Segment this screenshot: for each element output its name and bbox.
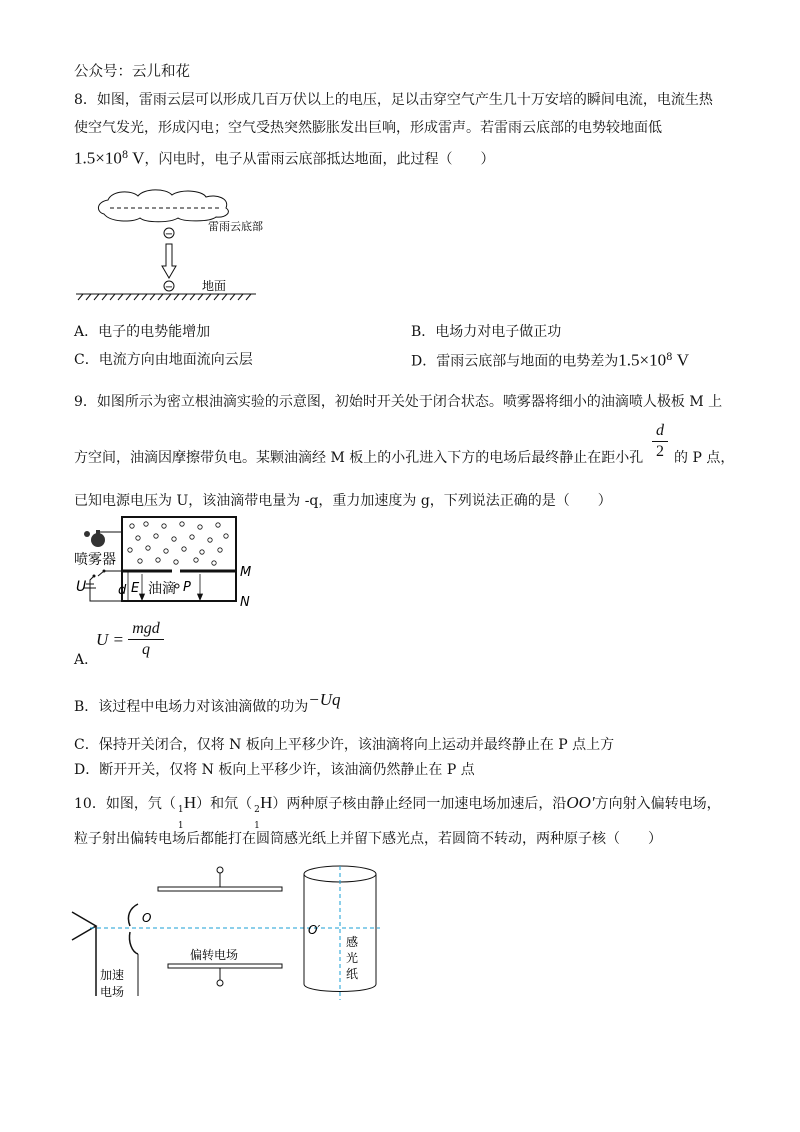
- sprayer-icon: [84, 530, 122, 547]
- q10-protium-symbol: H: [183, 793, 197, 812]
- q9-option-a-num: mgd: [132, 620, 160, 637]
- deflect-plate-bottom: [168, 964, 282, 986]
- q8-lightning-figure: [74, 186, 274, 302]
- q8-option-d-unit: V: [672, 350, 689, 370]
- q8-voltage-exp: 8: [121, 150, 129, 161]
- o-prime-symbol: O′: [308, 923, 321, 937]
- deflect-field-label: 偏转电场: [190, 948, 239, 962]
- field-symbol: E: [131, 581, 140, 596]
- q8-option-d: [411, 348, 689, 372]
- deflect-plate-top: [158, 867, 282, 891]
- q10-line1: 10．如图，氕（ 1 1 H）和氘（ 2 1 H）两种原子核由静止经同一加速电场加速后，沿OO′方向射入偏转电场，: [74, 793, 721, 831]
- q9-line2-a: 方空间，油滴因摩擦带负电。某颗油滴经 M 板上的小孔进入下方的电场后最终静止在距小孔: [74, 450, 644, 466]
- d-symbol: d: [118, 583, 127, 598]
- source-header: 公众号：云儿和花: [74, 64, 190, 80]
- q8-voltage-unit: V: [128, 148, 145, 168]
- q9-option-b: [74, 690, 341, 717]
- q8-option-c: C．电流方向由地面流向云层: [74, 352, 253, 368]
- down-arrow-icon: [162, 244, 176, 278]
- svg-text:−: −: [164, 282, 174, 293]
- cloud-bottom-label: 雷雨云底部: [208, 220, 263, 233]
- o-symbol: O: [142, 911, 152, 925]
- q10-line1-b: ）和氘（: [196, 796, 253, 812]
- q8-voltage-mantissa: 1.5×10: [74, 148, 122, 168]
- q9-line1: 9．如图所示为密立根油滴实验的示意图，初始时开关处于闭合状态。喷雾器将细小的油滴喷人极板 M 上: [74, 394, 723, 410]
- paper-char-1: 感: [346, 935, 359, 949]
- q8-option-a: A．电子的电势能增加: [74, 324, 211, 340]
- accel-plate-left: [72, 912, 96, 996]
- q10-deuterium-symbol: H: [260, 793, 273, 812]
- q9-millikan-figure: [72, 514, 272, 610]
- oil-droplets: [128, 522, 228, 565]
- q10-line1-a: 10．如图，氕（: [74, 796, 176, 812]
- q9-option-b-text: B．该过程中电场力对该油滴做的功为: [74, 699, 309, 715]
- q9-line3: 已知电源电压为 U，该油滴带电量为 -q，重力加速度为 g，下列说法正确的是（ ）: [74, 493, 612, 509]
- q9-frac-den: 2: [656, 443, 664, 460]
- q9-option-d: D．断开开关，仅将 N 板向上平移少许，该油滴仍然静止在 P 点: [74, 762, 475, 778]
- q10-oo-prime: OO′: [566, 793, 595, 812]
- m-symbol: M: [240, 565, 252, 580]
- accel-field-label-1: 加速: [100, 968, 125, 982]
- q8-option-d-text: D．雷雨云底部与地面的电势差为: [411, 353, 619, 370]
- q10-line2: 粒子射出偏转电场后都能打在圆筒感光纸上并留下感光点，若圆筒不转动，两种原子核（ ）: [74, 831, 662, 847]
- ground-line: [76, 294, 256, 300]
- accel-plate-right: [128, 904, 138, 996]
- q9-option-a-den: q: [142, 641, 150, 658]
- voltage-symbol: U: [76, 579, 87, 595]
- q9-option-a-lhs: U =: [96, 630, 124, 649]
- q8-line1: 8．如图，雷雨云层可以形成几百万伏以上的电压，足以击穿空气产生几十万安培的瞬间电流，电流生热: [74, 92, 713, 108]
- q10-line1-c: ）两种原子核由静止经同一加速电场加速后，沿: [272, 796, 567, 812]
- electron-top: [164, 228, 174, 240]
- paper-char-2: 光: [346, 951, 359, 965]
- accel-field-label-2: 电场: [100, 985, 125, 999]
- oil-drop-label: 油滴: [148, 581, 176, 597]
- q9-option-b-math: −Uq: [308, 690, 341, 709]
- q9-option-c: C．保持开关闭合，仅将 N 板向上平移少许，该油滴将向上运动并最终静止在 P 点上方: [74, 737, 615, 753]
- q8-option-d-exp: 8: [666, 352, 673, 363]
- ground-label: 地面: [202, 279, 227, 293]
- p-symbol: P: [183, 580, 191, 595]
- q10-line1-d: 方向射入偏转电场，: [594, 796, 721, 812]
- q9-option-a-label: A．: [74, 652, 99, 668]
- q8-line3: [74, 146, 494, 170]
- svg-text:−: −: [164, 229, 174, 240]
- q9-frac-num: d: [656, 422, 664, 439]
- cloud-shape: [98, 190, 228, 222]
- q9-line2-b: 的 P 点，: [674, 450, 735, 466]
- paper-char-3: 纸: [346, 967, 359, 981]
- q8-option-d-mantissa: 1.5×10: [618, 350, 667, 370]
- circuit-wires: [84, 571, 122, 601]
- switch-icon: [93, 570, 106, 578]
- n-symbol: N: [240, 595, 250, 610]
- q9-d-over-2-fraction: [652, 422, 668, 461]
- q10-deflection-figure: [70, 862, 390, 1002]
- q8-option-b: B．电场力对电子做正功: [411, 324, 562, 340]
- electron-bottom: [164, 281, 174, 293]
- q8-line3-text: ，闪电时，电子从雷雨云底部抵达地面，此过程（ ）: [144, 151, 495, 168]
- sprayer-label: 喷雾器: [74, 552, 116, 568]
- q8-line2: 使空气发光，形成闪电；空气受热突然膨胀发出巨响，形成雷声。若雷雨云底部的电势较地面低: [74, 120, 662, 136]
- q9-option-a-fraction: [128, 620, 164, 659]
